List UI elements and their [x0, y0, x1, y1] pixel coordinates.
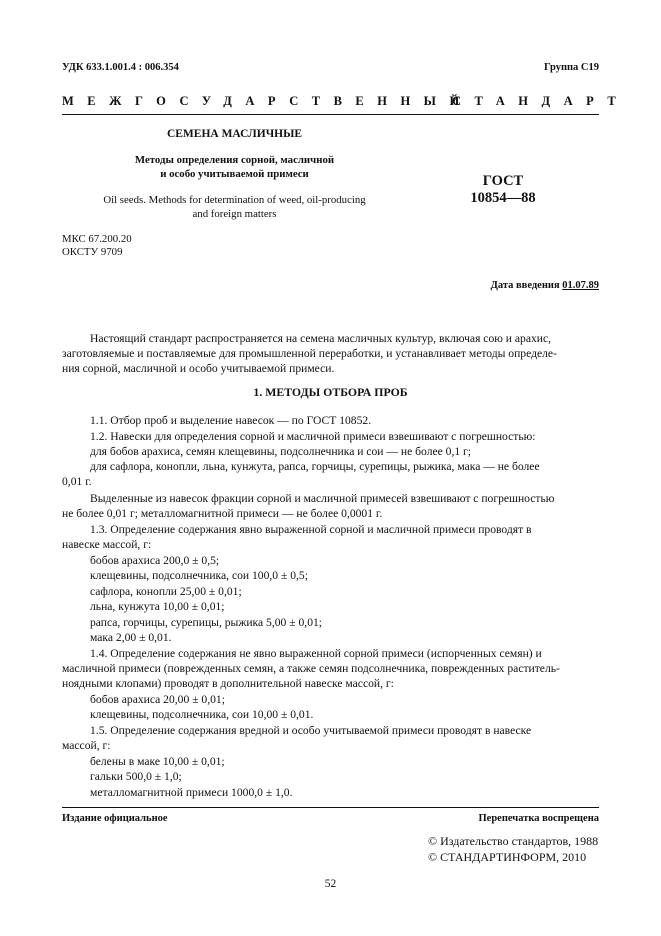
doc-english-title-line2: and foreign matters — [192, 208, 277, 220]
preamble-line1: Настоящий стандарт распространяется на семена масличных культур, включая сою и арахис, — [90, 332, 552, 345]
doc-subtitle-line2: и особо учитываемой примеси — [160, 168, 309, 180]
doc-english-title-line1: Oil seeds. Methods for determination of weed, oil-producing — [103, 194, 366, 206]
para-1-1: 1.1. Отбор проб и выделение навесок — по ГОСТ 10852. — [90, 414, 372, 427]
list-item: сафлора, конопли 25,00 ± 0,01; — [90, 585, 242, 598]
section-heading: 1. МЕТОДЫ ОТБОРА ПРОБ — [253, 385, 408, 399]
para-1-2-c-line2: не более 0,01 г; металломагнитной примеси — не более 0,0001 г. — [62, 507, 383, 520]
banner-standard: СТАНДАРТ — [452, 94, 630, 108]
list-item: клещевины, подсолнечника, сои 100,0 ± 0,5; — [90, 569, 308, 582]
intro-date-label: Дата введения — [490, 280, 560, 291]
banner-interstate: МЕЖГОСУДАРСТВЕННЫЙ — [62, 94, 473, 108]
para-1-2: 1.2. Навески для определения сорной и масличной примеси взвешивают с погрешностью: — [90, 430, 536, 443]
list-item: мака 2,00 ± 0,01. — [90, 631, 172, 644]
preamble-line3: ния сорной, масличной и особо учитываемой примеси. — [62, 362, 335, 375]
reprint-prohibited: Перепечатка воспрещена — [478, 813, 599, 824]
group-code: Группа С19 — [543, 62, 599, 73]
gost-label: ГОСТ — [482, 173, 524, 189]
official-edition: Издание официальное — [62, 813, 168, 824]
para-1-3-line2: навеске массой, г: — [62, 538, 152, 551]
page-number: 52 — [324, 878, 337, 890]
para-1-2-a: для бобов арахиса, семян клещевины, подсолнечника и сои — не более 0,1 г; — [90, 445, 472, 458]
para-1-3-line1: 1.3. Определение содержания явно выраженной сорной и масличной примеси проводят в — [90, 523, 532, 536]
list-item: металломагнитной примеси 1000,0 ± 1,0. — [90, 786, 293, 799]
list-item: белены в маке 10,00 ± 0,01; — [90, 755, 225, 768]
copyright-1988: © Издательство стандартов, 1988 — [428, 834, 599, 848]
copyright-2010: © СТАНДАРТИНФОРМ, 2010 — [428, 850, 587, 864]
okstu-code: ОКСТУ 9709 — [62, 246, 123, 258]
para-1-4-line1: 1.4. Определение содержания не явно выраженной сорной примеси (испорченных семян) и — [90, 647, 542, 660]
para-1-2-c-line1: Выделенные из навесок фракции сорной и масличной примесей взвешивают с погрешностью — [90, 492, 555, 505]
para-1-5-line2: массой, г: — [62, 739, 111, 752]
footer-rule — [62, 807, 599, 808]
para-1-2-b-line1: для сафлора, конопли, льна, кунжута, рапса, горчицы, сурепицы, рыжика, мака — не более — [90, 460, 540, 473]
mks-code: МКС 67.200.20 — [62, 233, 132, 245]
list-item: бобов арахиса 20,00 ± 0,01; — [90, 693, 225, 706]
intro-date-value: 01.07.89 — [562, 280, 599, 291]
preamble-line2: заготовляемые и поставляемые для промышленной переработки, и устанавливает методы определе- — [62, 347, 557, 360]
para-1-4-line2: масличной примеси (поврежденных семян, а также семян подсолнечника, поврежденных раститель- — [62, 662, 560, 675]
list-item: рапса, горчицы, сурепицы, рыжика 5,00 ± 0,01; — [90, 616, 323, 629]
header-rule — [62, 114, 599, 115]
intro-date — [491, 280, 599, 291]
list-item: бобов арахиса 200,0 ± 0,5; — [90, 554, 220, 567]
list-item: клещевины, подсолнечника, сои 10,00 ± 0,01. — [90, 708, 314, 721]
para-1-5-line1: 1.5. Определение содержания вредной и особо учитываемой примеси проводят в навеске — [90, 724, 532, 737]
para-1-2-b-line2: 0,01 г. — [62, 475, 92, 488]
gost-number: 10854—88 — [470, 190, 536, 206]
udk-code: УДК 633.1.001.4 : 006.354 — [62, 62, 179, 73]
list-item: гальки 500,0 ± 1,0; — [90, 770, 182, 783]
para-1-4-line3: ноядными клопами) проводят в дополнительной навеске массой, г: — [62, 677, 394, 690]
doc-title: СЕМЕНА МАСЛИЧНЫЕ — [166, 128, 303, 140]
doc-subtitle-line1: Методы определения сорной, масличной — [134, 154, 335, 166]
list-item: льна, кунжута 10,00 ± 0,01; — [90, 600, 225, 613]
